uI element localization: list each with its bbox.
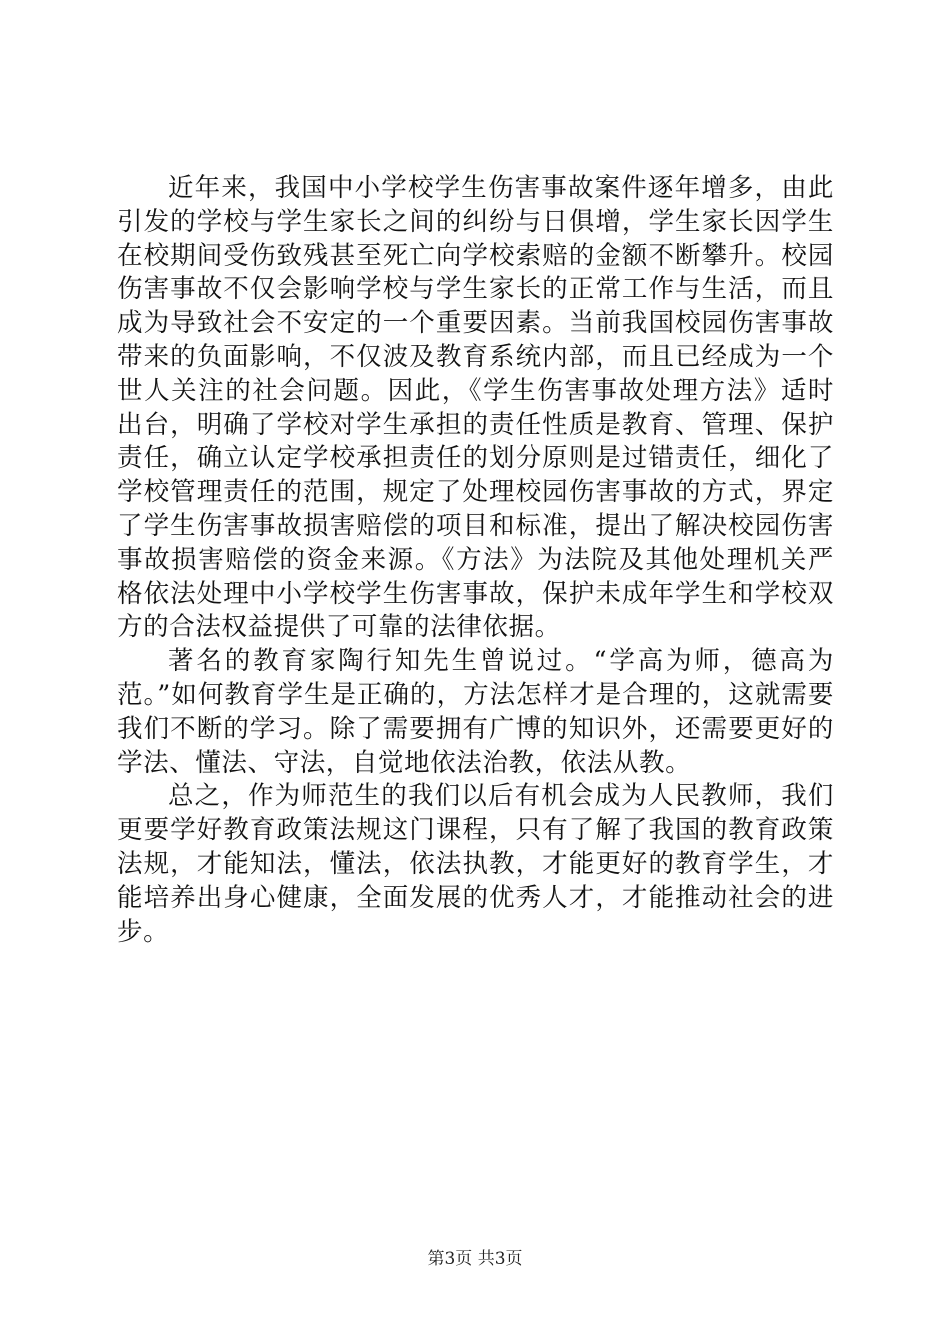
paragraph-2: 著名的教育家陶行知先生曾说过。“学高为师，德高为范。”如何教育学生是正确的，方法怎样才是合理的，这就需要我们不断的学习。除了需要拥有广博的知识外，还需要更好的学法、懂法、守法，自觉地依法治教，依法从教。 [117, 646, 834, 778]
page-footer: 第3页 共3页 [427, 1249, 523, 1269]
body-text [117, 172, 834, 949]
paragraph-3: 总之，作为师范生的我们以后有机会成为人民教师，我们更要学好教育政策法规这门课程，只有了解了我国的教育政策法规，才能知法，懂法，依法执教，才能更好的教育学生，才能培养出身心健康，全面发展的优秀人才，才能推动社会的进步。 [117, 781, 834, 947]
paragraph-1: 近年来，我国中小学校学生伤害事故案件逐年增多，由此引发的学校与学生家长之间的纠纷与日俱增，学生家长因学生在校期间受伤致残甚至死亡向学校索赔的金额不断攀升。校园伤害事故不仅会影响学校与学生家长的正常工作与生活，而且成为导致社会不安定的一个重要因素。当前我国校园伤害事故带来的负面影响，不仅波及教育系统内部，而且已经成为一个世人关注的社会问题。因此，《学生伤害事故处理方法》适时出台，明确了学校对学生承担的责任性质是教育、管理、保护责任，确立认定学校承担责任的划分原则是过错责任，细化了学校管理责任的范围，规定了处理校园伤害事故的方式，界定了学生伤害事故损害赔偿的项目和标准，提出了解决校园伤害事故损害赔偿的资金来源。《方法》为法院及其他处理机关严格依法处理中小学校学生伤害事故，保护未成年学生和学校双方的合法权益提供了可靠的法律依据。 [117, 173, 834, 643]
